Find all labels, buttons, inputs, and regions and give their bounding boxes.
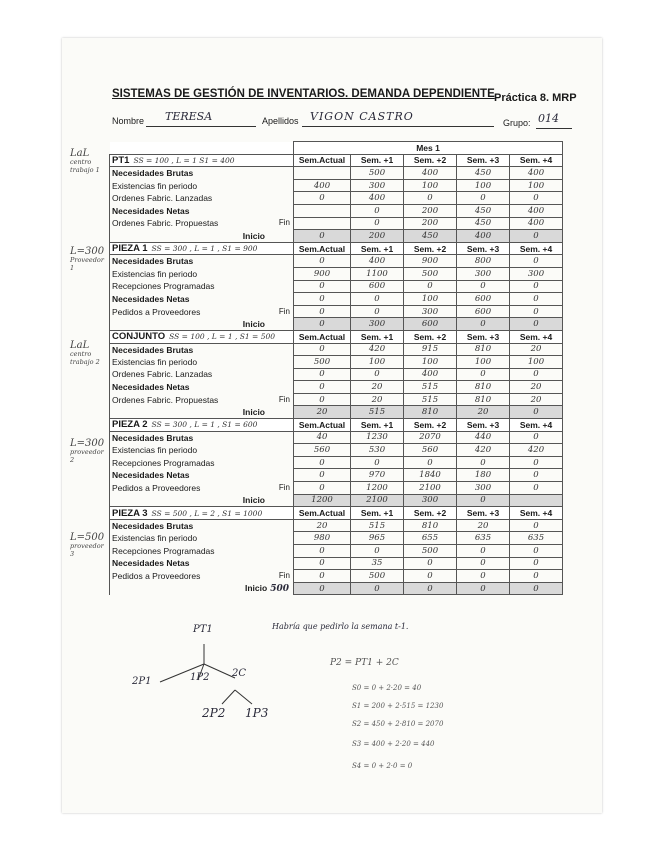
- inicio-cell: 515: [351, 406, 404, 419]
- margin-note-main: L=300: [70, 246, 105, 257]
- fin-label: Fin: [278, 482, 290, 492]
- value-cell: 0: [294, 557, 351, 570]
- inicio-label: Inicio: [242, 230, 265, 241]
- inicio-cell: 0: [510, 318, 563, 331]
- row-label: Existencias fin periodo: [110, 444, 294, 457]
- row-label: Necesidades Brutas: [110, 255, 294, 268]
- value-cell: 0: [351, 545, 404, 558]
- value-cell: 810: [457, 393, 510, 406]
- value-cell: 2070: [404, 431, 457, 444]
- inicio-cell: 1200: [294, 494, 351, 507]
- value-cell: 810: [457, 381, 510, 394]
- inicio-cell: 400: [457, 230, 510, 243]
- value-cell: 500: [404, 267, 457, 280]
- value-cell: 0: [457, 280, 510, 293]
- value-cell: 0: [294, 293, 351, 306]
- value-cell: 300: [457, 267, 510, 280]
- value-cell: 0: [510, 570, 563, 583]
- calc-line: P2 = PT1 + 2C: [330, 658, 399, 668]
- value-cell: 20: [351, 393, 404, 406]
- calc-line: S2 = 450 + 2·810 = 2070: [352, 720, 444, 728]
- value-cell: 0: [510, 456, 563, 469]
- inicio-cell: 0: [457, 582, 510, 595]
- margin-note: [70, 342, 102, 366]
- value-cell: 200: [404, 217, 457, 230]
- inicio-cell: 0: [457, 494, 510, 507]
- value-cell: 100: [351, 356, 404, 369]
- column-header: Sem. +3: [457, 154, 510, 167]
- value-cell: 0: [457, 368, 510, 381]
- value-cell: 400: [510, 204, 563, 217]
- margin-note-main: L=500: [70, 532, 105, 543]
- value-cell: 400: [510, 217, 563, 230]
- column-header: Sem. +2: [404, 419, 457, 432]
- value-cell: 1840: [404, 469, 457, 482]
- column-header: Sem. +4: [510, 154, 563, 167]
- value-cell: 635: [510, 532, 563, 545]
- value-cell: 0: [510, 469, 563, 482]
- value-cell: 515: [351, 519, 404, 532]
- value-cell: [294, 167, 351, 180]
- value-cell: 0: [294, 393, 351, 406]
- value-cell: 0: [294, 343, 351, 356]
- value-cell: [294, 204, 351, 217]
- value-cell: 400: [351, 255, 404, 268]
- value-cell: 0: [294, 545, 351, 558]
- margin-note-main: LaL: [70, 340, 90, 351]
- value-cell: 0: [294, 280, 351, 293]
- margin-note-sub: centro trabajo 1: [70, 158, 100, 174]
- calc-line: S3 = 400 + 2·20 = 440: [352, 740, 435, 748]
- value-cell: 0: [510, 255, 563, 268]
- section-name: PT1: [112, 154, 130, 166]
- row-label: Recepciones Programadas: [110, 545, 294, 558]
- calc-line: S4 = 0 + 2·0 = 0: [352, 762, 413, 770]
- row-label: [110, 305, 294, 318]
- inicio-cell: 20: [294, 406, 351, 419]
- value-cell: 0: [457, 557, 510, 570]
- section-name: PIEZA 3: [112, 507, 148, 519]
- value-cell: 0: [510, 482, 563, 495]
- tree-node: 1P2: [190, 672, 210, 683]
- value-cell: 100: [457, 179, 510, 192]
- value-cell: 200: [404, 204, 457, 217]
- section-params: SS = 100 , L = 1 S1 = 400: [133, 155, 235, 165]
- column-header: Sem. +2: [404, 242, 457, 255]
- fin-label: Fin: [278, 218, 290, 228]
- value-cell: 560: [294, 444, 351, 457]
- value-cell: 440: [457, 431, 510, 444]
- inicio-cell: 0: [510, 230, 563, 243]
- value-cell: 400: [404, 368, 457, 381]
- value-cell: 980: [294, 532, 351, 545]
- value-cell: 500: [404, 545, 457, 558]
- value-cell: 0: [351, 305, 404, 318]
- value-cell: 0: [457, 456, 510, 469]
- value-cell: 0: [351, 456, 404, 469]
- value-cell: 970: [351, 469, 404, 482]
- value-cell: 0: [294, 570, 351, 583]
- margin-note: [70, 150, 102, 174]
- mrp-table: [109, 141, 563, 595]
- row-label: Necesidades Brutas: [110, 167, 294, 180]
- value-cell: 0: [457, 192, 510, 205]
- column-header: Sem. +1: [351, 154, 404, 167]
- value-cell: 600: [351, 280, 404, 293]
- value-cell: 500: [294, 356, 351, 369]
- row-label: [110, 393, 294, 406]
- row-label: Recepciones Programadas: [110, 280, 294, 293]
- value-cell: 560: [404, 444, 457, 457]
- value-cell: 0: [294, 469, 351, 482]
- value-cell: 300: [457, 482, 510, 495]
- page-title: SISTEMAS DE GESTIÓN DE INVENTARIOS. DEMANDA DEPENDIENTE: [112, 88, 495, 100]
- row-label: Existencias fin periodo: [110, 179, 294, 192]
- column-header: Sem. +2: [404, 154, 457, 167]
- row-label-text: Pedidos a Proveedores: [112, 306, 201, 317]
- inicio-cell: 0: [294, 318, 351, 331]
- section-header: [110, 242, 294, 255]
- inicio-cell: 600: [404, 318, 457, 331]
- column-header: Sem. +4: [510, 507, 563, 520]
- value-cell: 420: [457, 444, 510, 457]
- column-header: Sem. +2: [404, 330, 457, 343]
- column-header: Sem.Actual: [294, 154, 351, 167]
- value-cell: 0: [510, 431, 563, 444]
- section-name: CONJUNTO: [112, 331, 166, 343]
- value-cell: [294, 217, 351, 230]
- inicio-prefix: 500: [270, 584, 289, 595]
- inicio-cell: 0: [351, 582, 404, 595]
- value-cell: 180: [457, 469, 510, 482]
- value-cell: 810: [457, 343, 510, 356]
- value-cell: 100: [457, 356, 510, 369]
- value-cell: 635: [457, 532, 510, 545]
- row-label: Ordenes Fabric. Lanzadas: [110, 192, 294, 205]
- value-cell: 515: [404, 393, 457, 406]
- row-label: Necesidades Netas: [110, 204, 294, 217]
- value-cell: 600: [457, 293, 510, 306]
- margin-note-sub: Proveedor 1: [70, 256, 104, 272]
- value-cell: 400: [404, 167, 457, 180]
- grupo-label: Grupo:: [503, 118, 531, 128]
- value-cell: 0: [294, 255, 351, 268]
- value-cell: 655: [404, 532, 457, 545]
- row-label-text: Ordenes Fabric. Propuestas: [112, 394, 219, 405]
- value-cell: 0: [457, 545, 510, 558]
- inicio-row-label: [110, 230, 294, 243]
- row-label: Necesidades Netas: [110, 293, 294, 306]
- value-cell: 20: [457, 519, 510, 532]
- inicio-cell: 0: [457, 318, 510, 331]
- value-cell: 400: [294, 179, 351, 192]
- value-cell: 450: [457, 204, 510, 217]
- value-cell: 900: [404, 255, 457, 268]
- column-header: Sem. +1: [351, 330, 404, 343]
- apellidos-label: Apellidos: [262, 116, 299, 126]
- margin-note: [70, 440, 104, 464]
- value-cell: 0: [404, 570, 457, 583]
- inicio-label: Inicio: [242, 318, 265, 329]
- value-cell: 0: [294, 456, 351, 469]
- month-header: Mes 1: [294, 142, 563, 155]
- row-label: Necesidades Netas: [110, 469, 294, 482]
- apellidos-value: VIGON CASTRO: [310, 110, 414, 123]
- value-cell: 0: [294, 482, 351, 495]
- practice-label: Práctica 8. MRP: [494, 92, 577, 104]
- section-name: PIEZA 2: [112, 419, 148, 431]
- section-params: SS = 300 , L = 1 , S1 = 600: [151, 420, 258, 430]
- value-cell: 0: [351, 217, 404, 230]
- value-cell: 0: [404, 557, 457, 570]
- column-header: Sem.Actual: [294, 419, 351, 432]
- inicio-row-label: [110, 318, 294, 331]
- value-cell: 965: [351, 532, 404, 545]
- value-cell: 0: [351, 293, 404, 306]
- inicio-cell: 0: [510, 406, 563, 419]
- column-header: Sem. +1: [351, 507, 404, 520]
- value-cell: 20: [510, 381, 563, 394]
- column-header: Sem.Actual: [294, 330, 351, 343]
- calc-line: S0 = 0 + 2·20 = 40: [352, 684, 422, 692]
- value-cell: 0: [510, 192, 563, 205]
- value-cell: 600: [457, 305, 510, 318]
- row-label: [110, 482, 294, 495]
- row-label-text: Ordenes Fabric. Propuestas: [112, 218, 219, 229]
- column-header: Sem. +4: [510, 419, 563, 432]
- row-label: Ordenes Fabric. Lanzadas: [110, 368, 294, 381]
- section-header: [110, 507, 294, 520]
- inicio-cell: 450: [404, 230, 457, 243]
- inicio-cell: 0: [404, 582, 457, 595]
- nombre-value: TERESA: [165, 110, 213, 123]
- value-cell: 0: [404, 456, 457, 469]
- value-cell: 2100: [404, 482, 457, 495]
- inicio-cell: 300: [351, 318, 404, 331]
- section-params: SS = 100 , L = 1 , S1 = 500: [169, 332, 276, 342]
- value-cell: 515: [404, 381, 457, 394]
- column-header: Sem. +2: [404, 507, 457, 520]
- value-cell: 0: [510, 545, 563, 558]
- value-cell: 35: [351, 557, 404, 570]
- row-label: Recepciones Programadas: [110, 456, 294, 469]
- column-header: Sem. +4: [510, 330, 563, 343]
- inicio-cell: 2100: [351, 494, 404, 507]
- value-cell: 100: [404, 179, 457, 192]
- value-cell: 0: [510, 280, 563, 293]
- row-label: [110, 217, 294, 230]
- value-cell: 100: [404, 293, 457, 306]
- inicio-cell: 200: [351, 230, 404, 243]
- value-cell: 100: [510, 179, 563, 192]
- section-header: [110, 330, 294, 343]
- inicio-label: Inicio: [245, 583, 268, 594]
- row-label: Existencias fin periodo: [110, 267, 294, 280]
- value-cell: 1100: [351, 267, 404, 280]
- inicio-label: Inicio: [242, 407, 265, 418]
- margin-note-sub: proveedor 3: [70, 542, 104, 558]
- column-header: Sem.Actual: [294, 507, 351, 520]
- column-header: Sem. +4: [510, 242, 563, 255]
- value-cell: 0: [457, 570, 510, 583]
- inicio-cell: 0: [294, 230, 351, 243]
- inicio-cell: 810: [404, 406, 457, 419]
- value-cell: 0: [510, 305, 563, 318]
- column-header: Sem. +3: [457, 330, 510, 343]
- section-params: SS = 500 , L = 2 , S1 = 1000: [151, 508, 263, 518]
- value-cell: 0: [294, 381, 351, 394]
- value-cell: 530: [351, 444, 404, 457]
- value-cell: 1200: [351, 482, 404, 495]
- row-label: Existencias fin periodo: [110, 356, 294, 369]
- column-header: Sem. +1: [351, 419, 404, 432]
- value-cell: 1230: [351, 431, 404, 444]
- fin-label: Fin: [278, 570, 290, 580]
- tree-node: 2P2: [202, 706, 226, 720]
- value-cell: 0: [351, 204, 404, 217]
- value-cell: 400: [351, 192, 404, 205]
- inicio-cell: [510, 494, 563, 507]
- value-cell: 20: [510, 393, 563, 406]
- margin-note-main: L=300: [70, 438, 105, 449]
- value-cell: 900: [294, 267, 351, 280]
- row-label: Necesidades Brutas: [110, 343, 294, 356]
- value-cell: 0: [510, 519, 563, 532]
- section-name: PIEZA 1: [112, 243, 148, 255]
- value-cell: 0: [294, 305, 351, 318]
- value-cell: 100: [510, 356, 563, 369]
- value-cell: 420: [510, 444, 563, 457]
- value-cell: 450: [457, 217, 510, 230]
- row-label: Necesidades Brutas: [110, 519, 294, 532]
- annotation-note: Habría que pedirlo la semana t-1.: [272, 622, 409, 631]
- value-cell: 0: [404, 192, 457, 205]
- column-header: Sem.Actual: [294, 242, 351, 255]
- tree-node: 1P3: [245, 706, 269, 720]
- column-header: Sem. +3: [457, 419, 510, 432]
- tree-root: PT1: [193, 624, 213, 635]
- value-cell: 0: [294, 192, 351, 205]
- row-label: Necesidades Netas: [110, 557, 294, 570]
- margin-note-sub: proveedor 2: [70, 448, 104, 464]
- value-cell: 300: [404, 305, 457, 318]
- row-label: Existencias fin periodo: [110, 532, 294, 545]
- value-cell: 500: [351, 570, 404, 583]
- fin-label: Fin: [278, 394, 290, 404]
- value-cell: 0: [294, 368, 351, 381]
- calc-line: S1 = 200 + 2·515 = 1230: [352, 702, 444, 710]
- inicio-row-label: [110, 494, 294, 507]
- value-cell: 810: [404, 519, 457, 532]
- value-cell: 915: [404, 343, 457, 356]
- value-cell: 20: [510, 343, 563, 356]
- inicio-cell: 20: [457, 406, 510, 419]
- section-header: [110, 154, 294, 167]
- margin-note: [70, 534, 104, 558]
- tree-node: 2P1: [132, 676, 152, 687]
- value-cell: 0: [510, 293, 563, 306]
- row-label-text: Pedidos a Proveedores: [112, 482, 201, 493]
- inicio-cell: 0: [294, 582, 351, 595]
- inicio-cell: 300: [404, 494, 457, 507]
- fin-label: Fin: [278, 306, 290, 316]
- section-params: SS = 300 , L = 1 , S1 = 900: [151, 244, 258, 254]
- margin-note-main: LaL: [70, 148, 90, 159]
- column-header: Sem. +3: [457, 242, 510, 255]
- inicio-row-label: [110, 406, 294, 419]
- value-cell: 450: [457, 167, 510, 180]
- value-cell: 500: [351, 167, 404, 180]
- tree-node: 2C: [232, 668, 247, 679]
- row-label: [110, 570, 294, 583]
- value-cell: 0: [351, 368, 404, 381]
- margin-note: [70, 248, 104, 272]
- nombre-label: Nombre: [112, 116, 145, 126]
- row-label: Necesidades Netas: [110, 381, 294, 394]
- column-header: Sem. +3: [457, 507, 510, 520]
- margin-note-sub: centro trabajo 2: [70, 350, 100, 366]
- inicio-row-label: [110, 582, 294, 595]
- grupo-value: 014: [538, 112, 559, 125]
- row-label-text: Pedidos a Proveedores: [112, 570, 201, 581]
- value-cell: 420: [351, 343, 404, 356]
- value-cell: 20: [294, 519, 351, 532]
- value-cell: 0: [404, 280, 457, 293]
- row-label: Necesidades Brutas: [110, 431, 294, 444]
- value-cell: 800: [457, 255, 510, 268]
- column-header: Sem. +1: [351, 242, 404, 255]
- inicio-label: Inicio: [242, 495, 265, 506]
- value-cell: 40: [294, 431, 351, 444]
- value-cell: 300: [351, 179, 404, 192]
- value-cell: 300: [510, 267, 563, 280]
- inicio-cell: 0: [510, 582, 563, 595]
- value-cell: 100: [404, 356, 457, 369]
- value-cell: 400: [510, 167, 563, 180]
- value-cell: 0: [510, 557, 563, 570]
- value-cell: 0: [510, 368, 563, 381]
- section-header: [110, 419, 294, 432]
- value-cell: 20: [351, 381, 404, 394]
